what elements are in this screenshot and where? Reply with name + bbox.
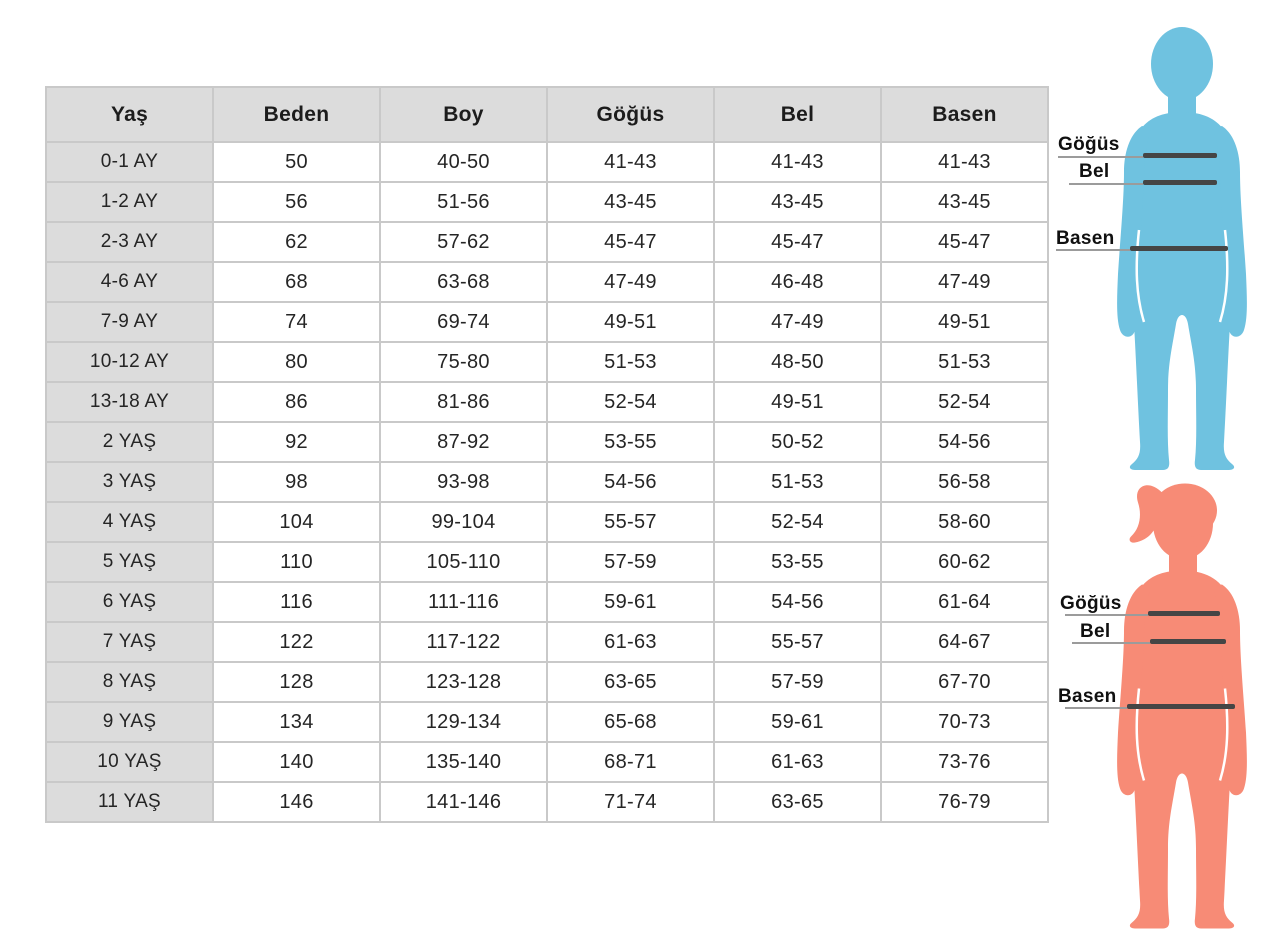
value-cell: 45-47 [547, 222, 714, 262]
value-cell: 62 [213, 222, 380, 262]
value-cell: 47-49 [881, 262, 1048, 302]
value-cell: 55-57 [714, 622, 881, 662]
value-cell: 54-56 [881, 422, 1048, 462]
table-row [46, 222, 1048, 262]
value-cell: 140 [213, 742, 380, 782]
value-cell: 129-134 [380, 702, 547, 742]
value-cell: 52-54 [881, 382, 1048, 422]
hip-measure-line [1127, 704, 1235, 709]
value-cell: 57-59 [547, 542, 714, 582]
value-cell: 40-50 [380, 142, 547, 182]
value-cell: 93-98 [380, 462, 547, 502]
size-table [45, 86, 1049, 823]
value-cell: 81-86 [380, 382, 547, 422]
table-row [46, 502, 1048, 542]
size-table-body [46, 142, 1048, 822]
table-row [46, 182, 1048, 222]
age-cell: 1-2 AY [46, 182, 213, 222]
value-cell: 47-49 [547, 262, 714, 302]
table-row [46, 702, 1048, 742]
value-cell: 50-52 [714, 422, 881, 462]
chest-label: Göğüs [1060, 593, 1122, 614]
column-header-age: Yaş [46, 87, 213, 142]
value-cell: 53-55 [547, 422, 714, 462]
table-row [46, 462, 1048, 502]
value-cell: 52-54 [714, 502, 881, 542]
age-cell: 11 YAŞ [46, 782, 213, 822]
chest-leader-line [1058, 156, 1143, 158]
age-cell: 5 YAŞ [46, 542, 213, 582]
value-cell: 41-43 [714, 142, 881, 182]
value-cell: 99-104 [380, 502, 547, 542]
value-cell: 68 [213, 262, 380, 302]
waist-label: Bel [1080, 621, 1111, 642]
value-cell: 59-61 [547, 582, 714, 622]
value-cell: 51-53 [881, 342, 1048, 382]
value-cell: 123-128 [380, 662, 547, 702]
column-header-waist: Bel [714, 87, 881, 142]
age-cell: 0-1 AY [46, 142, 213, 182]
value-cell: 61-64 [881, 582, 1048, 622]
value-cell: 117-122 [380, 622, 547, 662]
value-cell: 60-62 [881, 542, 1048, 582]
value-cell: 86 [213, 382, 380, 422]
value-cell: 58-60 [881, 502, 1048, 542]
table-row [46, 782, 1048, 822]
age-cell: 4 YAŞ [46, 502, 213, 542]
hip-measure-line [1130, 246, 1228, 251]
value-cell: 71-74 [547, 782, 714, 822]
age-cell: 9 YAŞ [46, 702, 213, 742]
value-cell: 45-47 [714, 222, 881, 262]
table-row [46, 622, 1048, 662]
age-cell: 10 YAŞ [46, 742, 213, 782]
value-cell: 49-51 [714, 382, 881, 422]
value-cell: 56-58 [881, 462, 1048, 502]
value-cell: 41-43 [881, 142, 1048, 182]
value-cell: 98 [213, 462, 380, 502]
value-cell: 57-62 [380, 222, 547, 262]
table-header-row [46, 87, 1048, 142]
table-row [46, 262, 1048, 302]
waist-measure-line [1143, 180, 1217, 185]
table-row [46, 542, 1048, 582]
table-row [46, 142, 1048, 182]
age-cell: 10-12 AY [46, 342, 213, 382]
value-cell: 75-80 [380, 342, 547, 382]
value-cell: 135-140 [380, 742, 547, 782]
value-cell: 69-74 [380, 302, 547, 342]
value-cell: 49-51 [881, 302, 1048, 342]
table-row [46, 422, 1048, 462]
chest-leader-line [1065, 614, 1148, 616]
value-cell: 50 [213, 142, 380, 182]
value-cell: 49-51 [547, 302, 714, 342]
value-cell: 87-92 [380, 422, 547, 462]
waist-measure-line [1150, 639, 1226, 644]
chest-measure-line [1148, 611, 1220, 616]
value-cell: 146 [213, 782, 380, 822]
value-cell: 76-79 [881, 782, 1048, 822]
value-cell: 57-59 [714, 662, 881, 702]
age-cell: 6 YAŞ [46, 582, 213, 622]
value-cell: 68-71 [547, 742, 714, 782]
age-cell: 3 YAŞ [46, 462, 213, 502]
value-cell: 110 [213, 542, 380, 582]
hip-leader-line [1056, 249, 1130, 251]
value-cell: 54-56 [714, 582, 881, 622]
table-row [46, 582, 1048, 622]
value-cell: 111-116 [380, 582, 547, 622]
value-cell: 65-68 [547, 702, 714, 742]
age-cell: 2-3 AY [46, 222, 213, 262]
value-cell: 70-73 [881, 702, 1048, 742]
hip-label: Basen [1056, 228, 1115, 249]
value-cell: 122 [213, 622, 380, 662]
value-cell: 67-70 [881, 662, 1048, 702]
value-cell: 51-53 [547, 342, 714, 382]
age-cell: 2 YAŞ [46, 422, 213, 462]
value-cell: 48-50 [714, 342, 881, 382]
value-cell: 47-49 [714, 302, 881, 342]
age-cell: 13-18 AY [46, 382, 213, 422]
waist-leader-line [1069, 183, 1143, 185]
value-cell: 55-57 [547, 502, 714, 542]
value-cell: 54-56 [547, 462, 714, 502]
value-cell: 43-45 [547, 182, 714, 222]
waist-leader-line [1072, 642, 1150, 644]
value-cell: 61-63 [714, 742, 881, 782]
table-row [46, 302, 1048, 342]
age-cell: 7 YAŞ [46, 622, 213, 662]
value-cell: 116 [213, 582, 380, 622]
value-cell: 52-54 [547, 382, 714, 422]
value-cell: 61-63 [547, 622, 714, 662]
value-cell: 46-48 [714, 262, 881, 302]
value-cell: 80 [213, 342, 380, 382]
value-cell: 45-47 [881, 222, 1048, 262]
value-cell: 53-55 [714, 542, 881, 582]
value-cell: 73-76 [881, 742, 1048, 782]
table-row [46, 382, 1048, 422]
value-cell: 105-110 [380, 542, 547, 582]
value-cell: 104 [213, 502, 380, 542]
value-cell: 51-53 [714, 462, 881, 502]
waist-label: Bel [1079, 161, 1110, 182]
hip-label: Basen [1058, 686, 1117, 707]
hip-leader-line [1065, 707, 1127, 709]
value-cell: 128 [213, 662, 380, 702]
value-cell: 41-43 [547, 142, 714, 182]
value-cell: 141-146 [380, 782, 547, 822]
value-cell: 63-68 [380, 262, 547, 302]
age-cell: 4-6 AY [46, 262, 213, 302]
table-row [46, 662, 1048, 702]
girl-figure [1050, 473, 1280, 948]
table-row [46, 742, 1048, 782]
value-cell: 59-61 [714, 702, 881, 742]
column-header-height: Boy [380, 87, 547, 142]
value-cell: 43-45 [714, 182, 881, 222]
column-header-size: Beden [213, 87, 380, 142]
value-cell: 134 [213, 702, 380, 742]
value-cell: 43-45 [881, 182, 1048, 222]
age-cell: 7-9 AY [46, 302, 213, 342]
value-cell: 92 [213, 422, 380, 462]
value-cell: 63-65 [714, 782, 881, 822]
table-row [46, 342, 1048, 382]
chest-label: Göğüs [1058, 134, 1120, 155]
column-header-chest: Göğüs [547, 87, 714, 142]
value-cell: 74 [213, 302, 380, 342]
value-cell: 51-56 [380, 182, 547, 222]
boy-figure [1050, 0, 1280, 473]
value-cell: 64-67 [881, 622, 1048, 662]
value-cell: 63-65 [547, 662, 714, 702]
chest-measure-line [1143, 153, 1217, 158]
age-cell: 8 YAŞ [46, 662, 213, 702]
column-header-hip: Basen [881, 87, 1048, 142]
value-cell: 56 [213, 182, 380, 222]
size-table-header [46, 87, 1048, 142]
